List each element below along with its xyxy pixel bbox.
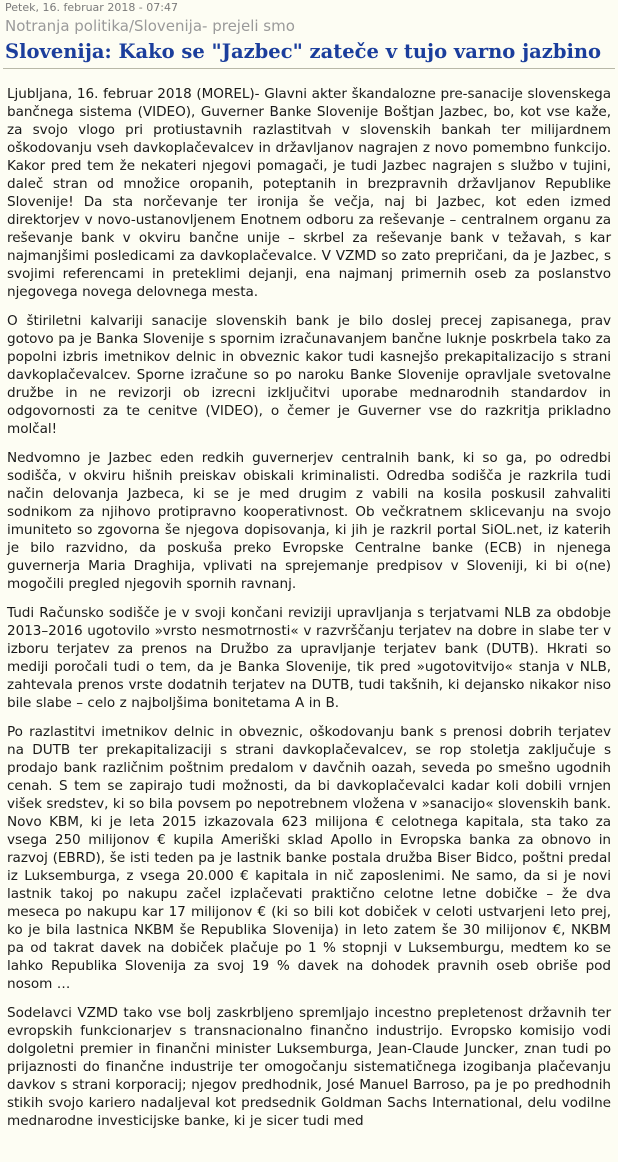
article-paragraph-1: Ljubljana, 16. februar 2018 (MOREL)- Glavni akter škandalozne pre-sanacije slovenskega bančnega sistema (VIDEO), Guverner Banke Slovenije Boštjan Jazbec, bo, kot vse kaže, za svojo vlogo pri protiustavnih razlastitvah v slovenskih bankah ter milijardnem oškodovanju vseh davkoplačevalcev in državljanov nagrajen z novo pomembno funkcijo. Kakor pred tem že nekateri njegovi pomagači, je tudi Jazbec nagrajen s službo v tujini, daleč stran od množice oropanih, poteptanih in brezpravnih državljanov Republike Slovenije! Da sta norčevanje ter ironija še večja, naj bi Jazbec, kot eden izmed direktorjev v novo-ustanovljenem Enotnem odboru za reševanje – centralnem organu za reševanje bank v okviru bančne unije – skrbel za reševanje bank v težavah, s kar najmanjšimi posledicami za davkoplačevalce. V VZMD so zato prepričani, da je Jazbec, s svojimi referencami in preteklimi dejanji, ena najmanj primernih oseb za poslanstvo njegovega novega delovnega mesta. (7, 86, 611, 300)
article-category[interactable]: Notranja politika/Slovenija- prejeli smo (5, 17, 295, 35)
article-date: Petek, 16. februar 2018 - 07:47 (5, 1, 178, 14)
article-paragraph-6: Sodelavci VZMD tako vse bolj zaskrbljeno spremljajo incestno prepletenost državnih ter evropskih funkcionarjev s transnacionalno finančno industrijo. Evropsko komisijo vodi dolgoletni premier in finančni minister Luksemburga, Jean-Claude Juncker, znan tudi po prijaznosti do finančne industrije ter omogočanju sistematičnega izogibanja plačevanju davkov s strani korporacij; njegov predhodnik, José Manuel Barroso, pa je po predhodnih stikih svojo kariero nadaljeval kot predsednik Goldman Sachs International, delu vodilne mednarodne investicijske banke, ki je sicer tudi med (7, 1005, 611, 1129)
article-body (3, 85, 615, 1130)
article-paragraph-2: O štiriletni kalvariji sanacije slovenskih bank je bilo doslej precej zapisanega, prav gotovo pa je Banka Slovenije s spornim izračunavanjem bančne luknje poskrbela tako za popolni izbris imetnikov delnic in obveznic kakor tudi kasnejšo prekapitalizacijo s strani davkoplačevalcev. Sporne izračune so po naroku Banke Slovenije opravljale svetovalne družbe in ne revizorji ob izrecni izključitvi uporabe mednarodnih standardov in odgovornosti za te cenitve (VIDEO), o čemer je Guverner vse do razkritja prikladno molčal! (7, 313, 611, 437)
article-title[interactable]: Slovenija: Kako se "Jazbec" zateče v tujo varno jazbino (5, 40, 602, 63)
article-paragraph-4: Tudi Računsko sodišče je v svoji končani reviziji upravljanja s terjatvami NLB za obdobje 2013–2016 ugotovilo »vrsto nesmotrnosti« v razvrščanju terjatev na dobre in slabe ter v izboru terjatev za prenos na Družbo za upravljanje terjatev bank (DUTB). Hkrati so mediji poročali tudi o tem, da je Banka Slovenije, tik pred »ugotovitvijo« stanja v NLB, zahtevala prenos vrste dodatnih terjatev na DUTB, tudi takšnih, ki dejansko nikakor niso bile slabe – celo z najboljšima bonitetama A in B. (7, 605, 611, 711)
article-paragraph-5: Po razlastitvi imetnikov delnic in obveznic, oškodovanju bank s prenosi dobrih terjatev na DUTB ter prekapitalizaciji s strani davkoplačevalcev, se rop stoletja zaključuje s prodajo bank različnim poštnim predalom v davčnih oazah, seveda po smešno ugodnih cenah. S tem se zapirajo tudi možnosti, da bi davkoplačevalci kadar koli dobili vrnjen višek sredstev, ki so bila povsem po nepotrebnem vložena v »sanacijo« slovenskih bank. Novo KBM, ki je leta 2015 izkazovala 623 milijona € celotnega kapitala, sta tako za vsega 250 milijonov € kupila Ameriški sklad Apollo in Evropska banka za obnovo in razvoj (EBRD), še isti teden pa je lastnik banke postala družba Biser Bidco, poštni predal iz Luksemburga, z vsega 20.000 € kapitala in nič zaposlenimi. Ne samo, da si je novi lastnik takoj po nakupu začel izplačevati praktično celotne letne dobičke – že dva meseca po nakupu kar 17 milijonov € (ki so bili kot dobiček v celoti ustvarjeni leto prej, ko je bila lastnica NKBM še Republika Slovenija) in leto zatem še 30 milijonov €, NKBM pa od takrat davek na dobiček plačuje po 1 % stopnji v Luksemburgu, medtem ko se lahko Republika Slovenija za svoj 19 % davek na dohodek pravnih oseb obriše pod nosom … (7, 724, 611, 992)
title-divider (3, 68, 615, 69)
article-paragraph-3: Nedvomno je Jazbec eden redkih guvernerjev centralnih bank, ki so ga, po odredbi sodišča, v okviru hišnih preiskav obiskali kriminalisti. Odredba sodišča je razkrila tudi način delovanja Jazbeca, ki se je med drugim z vabili na kosila poskusil zahvaliti sodnikom za njihovo protipravno kooperativnost. Ob večkratnem sklicevanju na svojo imuniteto so zgovorna še njegova dopisovanja, ki jih je razkril portal SiOL.net, iz katerih je bilo razvidno, da poskuša preko Evropske Centralne banke (ECB) in njenega guvernerja Maria Draghija, vplivati na sprejemanje predpisov v Sloveniji, ki bi o(ne) mogočili pregled njegovih spornih ravnanj. (7, 450, 611, 592)
article (3, 0, 615, 1141)
